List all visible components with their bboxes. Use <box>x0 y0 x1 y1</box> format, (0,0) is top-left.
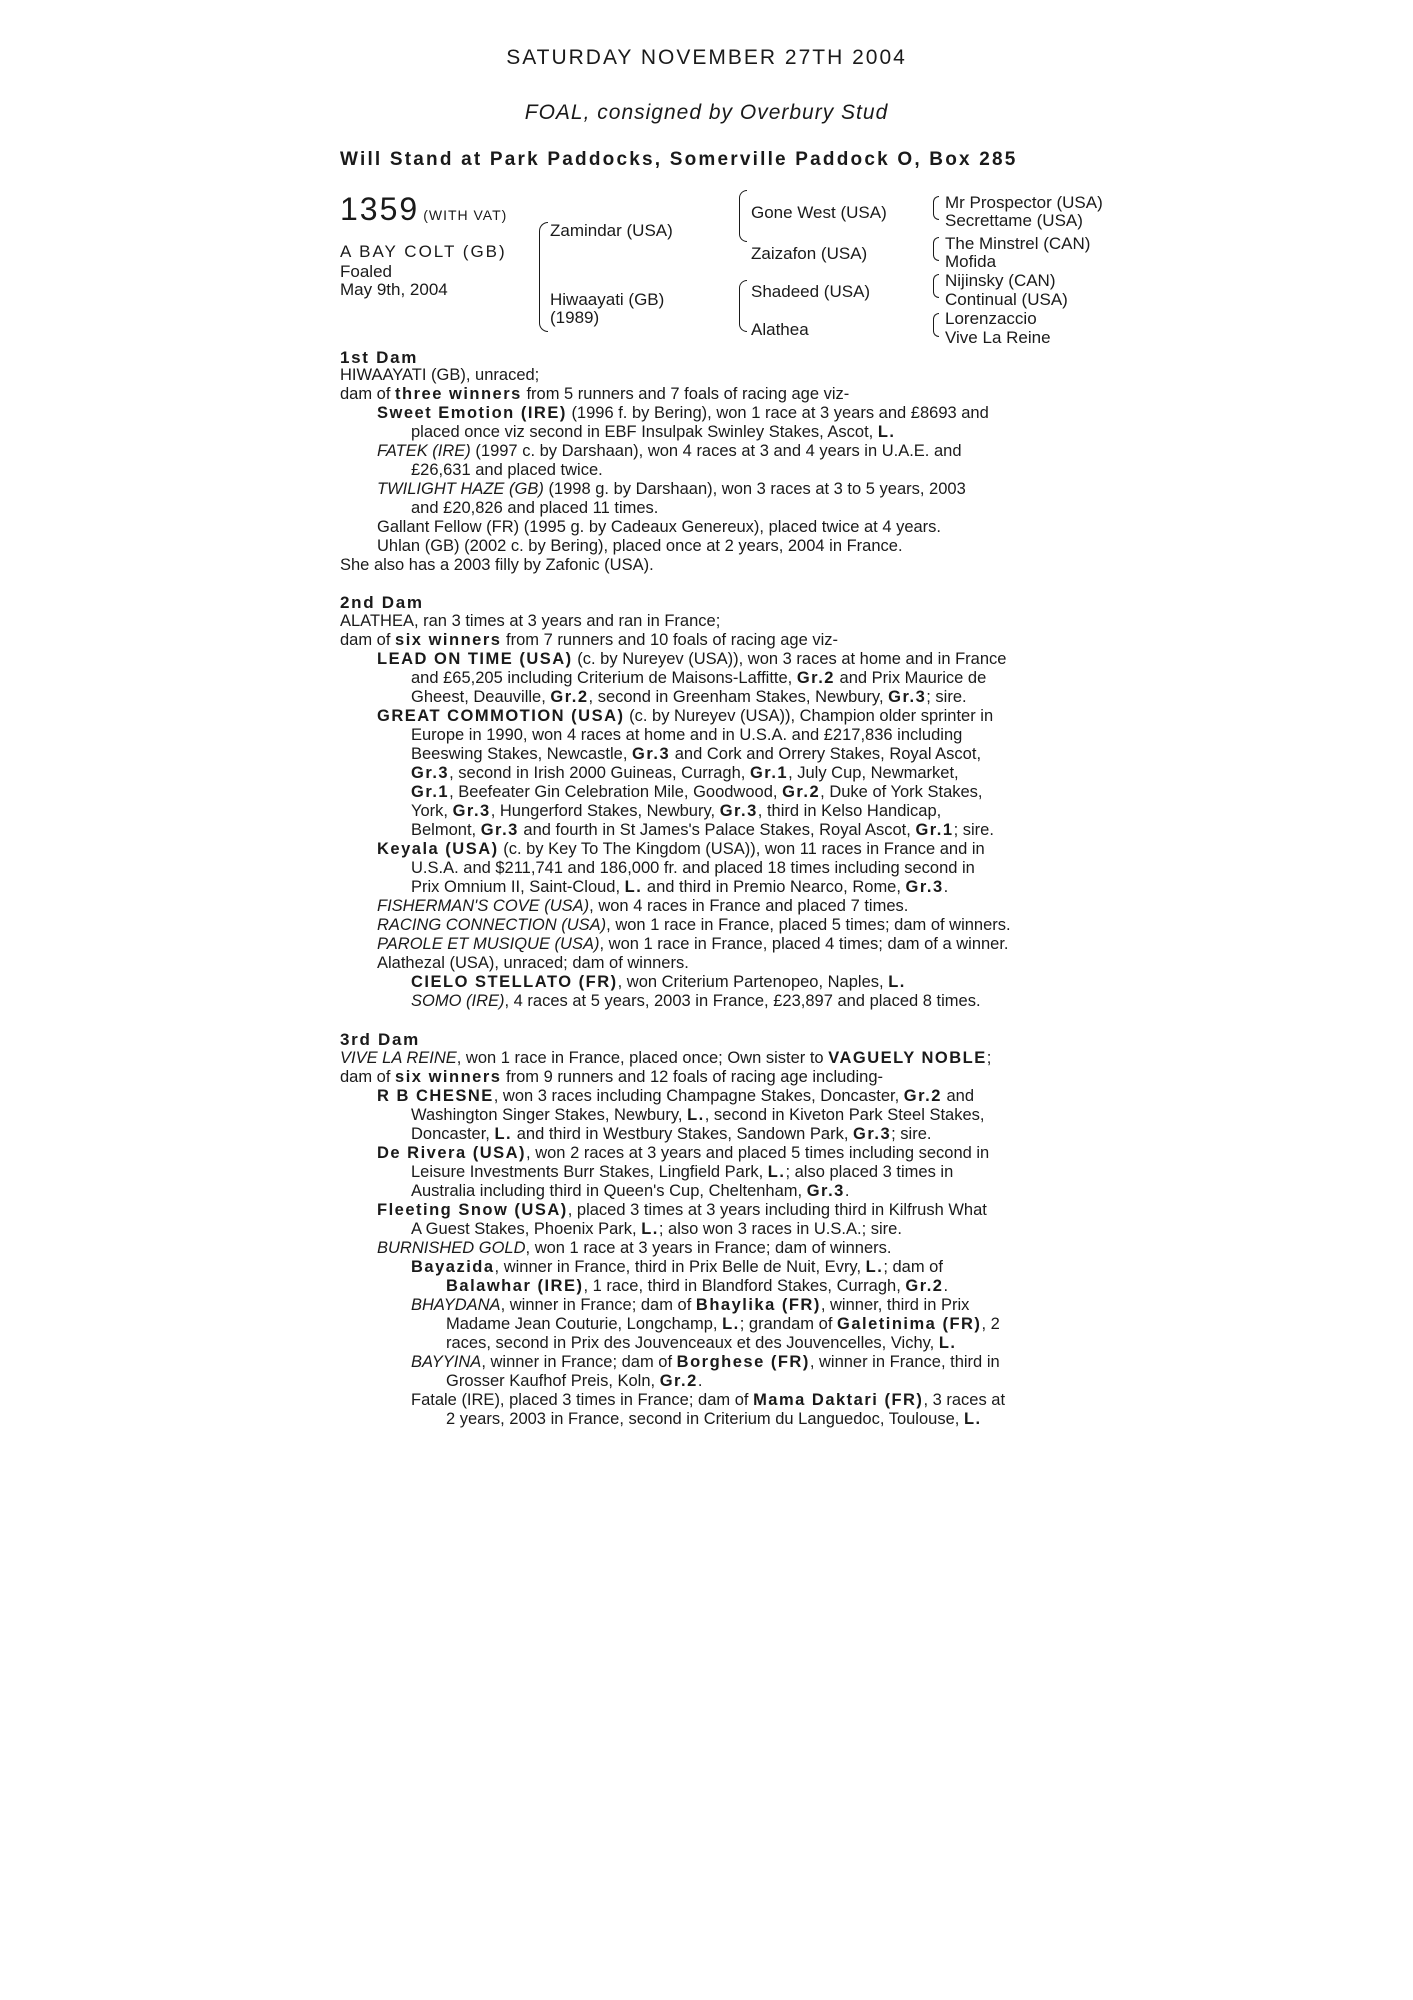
pedigree-ancestor: Mr Prospector (USA) <box>945 193 1103 212</box>
lot-number <box>340 191 507 228</box>
sale-date: SATURDAY NOVEMBER 27TH 2004 <box>506 46 907 69</box>
produce-record: Gallant Fellow (FR) (1995 g. by Cadeaux Genereux), placed twice at 4 years. <box>377 518 942 536</box>
produce-record-cont: Washington Singer Stakes, Newbury, L., second in Kiveton Park Steel Stakes, <box>411 1106 985 1124</box>
produce-record: LEAD ON TIME (USA) (c. by Nureyev (USA)), won 3 races at home and in France <box>377 650 1007 668</box>
consignor-line: FOAL, consigned by Overbury Stud <box>524 101 889 124</box>
produce-record: Uhlan (GB) (2002 c. by Bering), placed once at 2 years, 2004 in France. <box>377 537 903 555</box>
lot-number-value: 1359 <box>340 191 420 227</box>
pedigree-dam-year: (1989) <box>550 308 600 327</box>
produce-record-cont: Fatale (IRE), placed 3 times in France; dam of Mama Daktari (FR), 3 races at <box>411 1391 1006 1409</box>
produce-record-cont: Grosser Kaufhof Preis, Koln, Gr.2. <box>446 1372 703 1390</box>
produce-record-cont: and £65,205 including Criterium de Maisons-Laffitte, Gr.2 and Prix Maurice de <box>411 669 987 687</box>
produce-note: She also has a 2003 filly by Zafonic (USA). <box>340 556 654 574</box>
produce-record: BURNISHED GOLD, won 1 race at 3 years in France; dam of winners. <box>377 1239 892 1257</box>
pedigree-ancestor: Lorenzaccio <box>945 309 1037 328</box>
stabling-location: Will Stand at Park Paddocks, Somerville Paddock O, Box 285 <box>340 149 1018 170</box>
pedigree-ancestor: Nijinsky (CAN) <box>945 271 1056 290</box>
pedigree-brace <box>539 222 548 332</box>
produce-record-cont: A Guest Stakes, Phoenix Park, L.; also won 3 races in U.S.A.; sire. <box>411 1220 902 1238</box>
produce-record: FATEK (IRE) (1997 c. by Darshaan), won 4 races at 3 and 4 years in U.A.E. and <box>377 442 962 460</box>
produce-record-cont: 2 years, 2003 in France, second in Criterium du Languedoc, Toulouse, L. <box>446 1410 982 1428</box>
produce-record-cont: Europe in 1990, won 4 races at home and in U.S.A. and £217,836 including <box>411 726 963 744</box>
produce-record-cont: York, Gr.3, Hungerford Stakes, Newbury, Gr.3, third in Kelso Handicap, <box>411 802 942 820</box>
produce-record-cont: Leisure Investments Burr Stakes, Lingfield Park, L.; also placed 3 times in <box>411 1163 954 1181</box>
produce-record-cont: Belmont, Gr.3 and fourth in St James's Palace Stakes, Royal Ascot, Gr.1; sire. <box>411 821 994 839</box>
third-dam-name: VIVE LA REINE, won 1 race in France, placed once; Own sister to VAGUELY NOBLE; <box>340 1049 992 1067</box>
pedigree-brace <box>933 274 939 298</box>
pedigree-ancestor: Secrettame (USA) <box>945 211 1083 230</box>
produce-record-cont: Australia including third in Queen's Cup, Cheltenham, Gr.3. <box>411 1182 850 1200</box>
produce-record: Alathezal (USA), unraced; dam of winners. <box>377 954 689 972</box>
produce-record-cont: Gr.3, second in Irish 2000 Guineas, Curragh, Gr.1, July Cup, Newmarket, <box>411 764 959 782</box>
produce-record-cont: SOMO (IRE), 4 races at 5 years, 2003 in France, £23,897 and placed 8 times. <box>411 992 981 1010</box>
produce-record-cont: BHAYDANA, winner in France; dam of Bhaylika (FR), winner, third in Prix <box>411 1296 970 1314</box>
produce-record: Fleeting Snow (USA), placed 3 times at 3 years including third in Kilfrush What <box>377 1201 987 1219</box>
pedigree-ancestor: The Minstrel (CAN) <box>945 234 1091 253</box>
produce-record: RACING CONNECTION (USA), won 1 race in France, placed 5 times; dam of winners. <box>377 916 1011 934</box>
produce-record-cont: placed once viz second in EBF Insulpak Swinley Stakes, Ascot, L. <box>411 423 896 441</box>
pedigree-brace <box>933 313 939 337</box>
produce-record: De Rivera (USA), won 2 races at 3 years and placed 5 times including second in <box>377 1144 990 1162</box>
third-dam-summary: dam of six winners from 9 runners and 12 foals of racing age including- <box>340 1068 883 1086</box>
produce-record: Keyala (USA) (c. by Key To The Kingdom (USA)), won 11 races in France and in <box>377 840 985 858</box>
foaled-label: Foaled <box>340 262 392 281</box>
vat-note: (WITH VAT) <box>423 207 508 223</box>
produce-record-cont: Balawhar (IRE), 1 race, third in Blandford Stakes, Curragh, Gr.2. <box>446 1277 949 1295</box>
produce-record-cont: races, second in Prix des Jouvenceaux et des Jouvencelles, Vichy, L. <box>446 1334 957 1352</box>
pedigree-brace <box>933 237 939 261</box>
produce-record-cont: Doncaster, L. and third in Westbury Stakes, Sandown Park, Gr.3; sire. <box>411 1125 932 1143</box>
second-dam-heading: 2nd Dam <box>340 593 424 612</box>
pedigree-brace <box>933 196 939 220</box>
pedigree-brace <box>739 190 747 242</box>
pedigree-dam: Hiwaayati (GB) <box>550 290 665 309</box>
pedigree-sire-dam: Zaizafon (USA) <box>751 244 868 263</box>
pedigree-dam-sire: Shadeed (USA) <box>751 282 871 301</box>
produce-record: PAROLE ET MUSIQUE (USA), won 1 race in France, placed 4 times; dam of a winner. <box>377 935 1009 953</box>
second-dam-summary: dam of six winners from 7 runners and 10 foals of racing age viz- <box>340 631 839 649</box>
produce-record-cont: U.S.A. and $211,741 and 186,000 fr. and placed 18 times including second in <box>411 859 975 877</box>
pedigree-ancestor: Vive La Reine <box>945 328 1051 347</box>
first-dam-summary: dam of three winners from 5 runners and 7 foals of racing age viz- <box>340 385 850 403</box>
produce-record-cont: Beeswing Stakes, Newcastle, Gr.3 and Cork and Orrery Stakes, Royal Ascot, <box>411 745 982 763</box>
produce-record-cont: and £20,826 and placed 11 times. <box>411 499 659 517</box>
second-dam-name: ALATHEA, ran 3 times at 3 years and ran in France; <box>340 612 721 630</box>
produce-record-cont: Bayazida, winner in France, third in Prix Belle de Nuit, Evry, L.; dam of <box>411 1258 943 1276</box>
third-dam-heading: 3rd Dam <box>340 1030 420 1049</box>
produce-record-cont: Madame Jean Couturie, Longchamp, L.; grandam of Galetinima (FR), 2 <box>446 1315 1000 1333</box>
produce-record-cont: Gr.1, Beefeater Gin Celebration Mile, Goodwood, Gr.2, Duke of York Stakes, <box>411 783 983 801</box>
pedigree-brace <box>739 280 747 332</box>
pedigree-sire-sire: Gone West (USA) <box>751 203 887 222</box>
produce-record-cont: BAYYINA, winner in France; dam of Borghese (FR), winner in France, third in <box>411 1353 1000 1371</box>
produce-record: GREAT COMMOTION (USA) (c. by Nureyev (USA)), Champion older sprinter in <box>377 707 994 725</box>
first-dam-name: HIWAAYATI (GB), unraced; <box>340 366 540 384</box>
pedigree-ancestor: Mofida <box>945 252 997 271</box>
produce-record-cont: Prix Omnium II, Saint-Cloud, L. and third in Premio Nearco, Rome, Gr.3. <box>411 878 949 896</box>
produce-record: FISHERMAN'S COVE (USA), won 4 races in France and placed 7 times. <box>377 897 909 915</box>
pedigree-ancestor: Continual (USA) <box>945 290 1068 309</box>
pedigree-sire: Zamindar (USA) <box>550 221 673 240</box>
first-dam-heading: 1st Dam <box>340 348 419 367</box>
produce-record-cont: Gheest, Deauville, Gr.2, second in Greenham Stakes, Newbury, Gr.3; sire. <box>411 688 967 706</box>
lot-description: A BAY COLT (GB) <box>340 242 507 261</box>
produce-record: R B CHESNE, won 3 races including Champagne Stakes, Doncaster, Gr.2 and <box>377 1087 974 1105</box>
produce-record-cont: CIELO STELLATO (FR), won Criterium Partenopeo, Naples, L. <box>411 973 906 991</box>
pedigree-dam-dam: Alathea <box>751 320 809 339</box>
produce-record: TWILIGHT HAZE (GB) (1998 g. by Darshaan), won 3 races at 3 to 5 years, 2003 <box>377 480 966 498</box>
produce-record: Sweet Emotion (IRE) (1996 f. by Bering), won 1 race at 3 years and £8693 and <box>377 404 989 422</box>
foaled-date: May 9th, 2004 <box>340 280 448 299</box>
produce-record-cont: £26,631 and placed twice. <box>411 461 603 479</box>
